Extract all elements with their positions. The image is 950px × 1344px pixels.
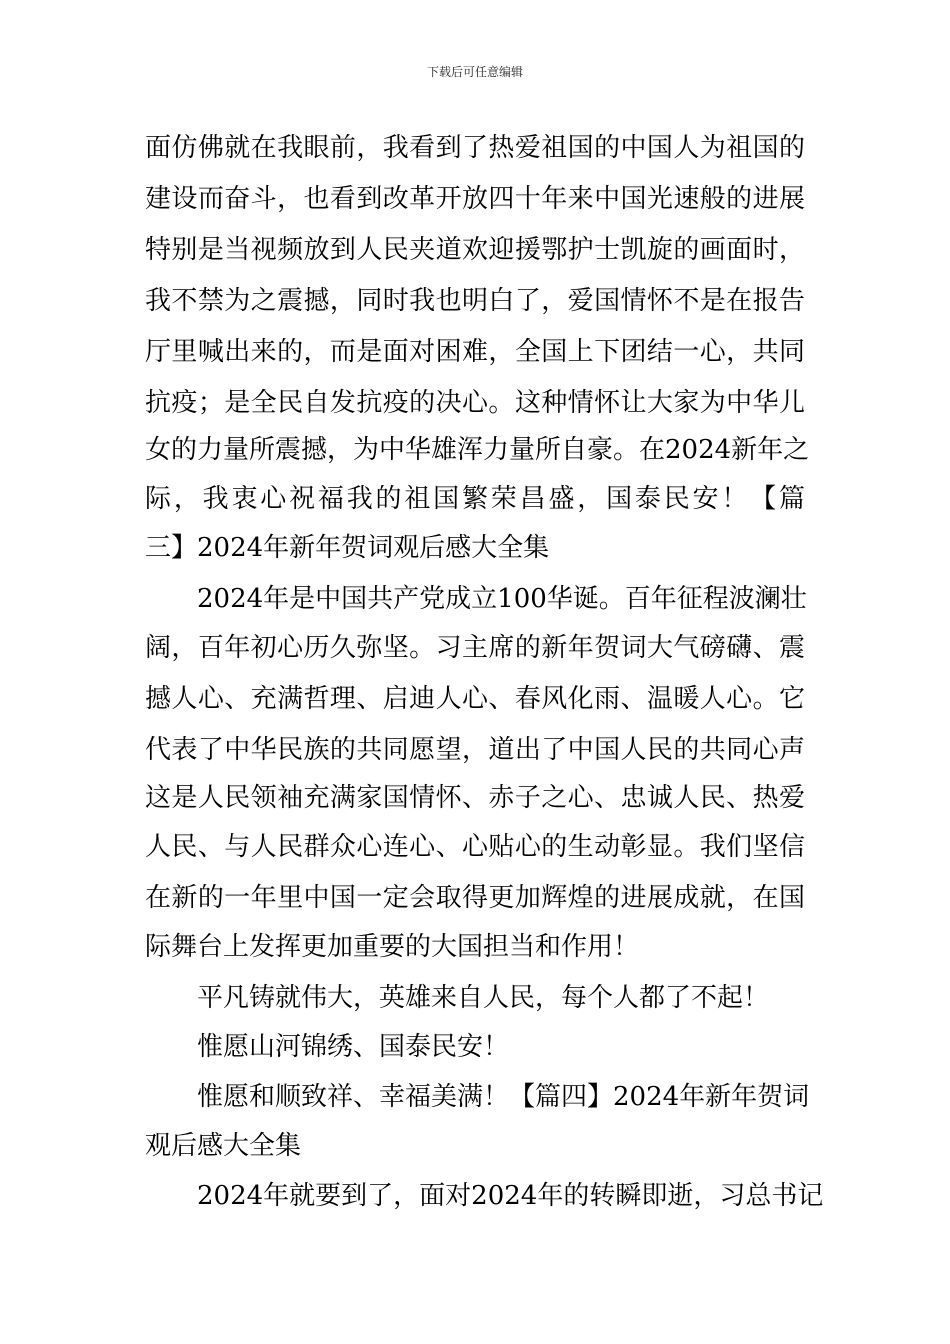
text-line: 在新的一年里中国一定会取得更加辉煌的进展成就，在国 — [145, 883, 805, 913]
page-header: 下载后可任意编辑 — [426, 65, 523, 79]
text-line: 际，我衷心祝福我的祖国繁荣昌盛，国泰民安！【篇 — [145, 484, 805, 514]
text-line: 际舞台上发挥更加重要的大国担当和作用！ — [145, 932, 640, 962]
paragraph-line: 平凡铸就伟大，英雄来自人民，每个人都了不起！ — [197, 983, 770, 1013]
text-line: 面仿佛就在我眼前，我看到了热爱祖国的中国人为祖国的 — [145, 133, 805, 163]
text-line: 厅里喊出来的，而是面对困难，全国上下团结一心，共同 — [145, 337, 805, 367]
paragraph-first-line: 惟愿和顺致祥、幸福美满！【篇四】2024年新年贺词 — [197, 1082, 810, 1112]
text-line: 三】2024年新年贺词观后感大全集 — [145, 533, 550, 563]
paragraph-first-line: 2024年就要到了，面对2024年的转瞬即逝，习总书记 — [197, 1181, 824, 1211]
text-line: 女的力量所震撼，为中华雄浑力量所自豪。在2024新年之 — [145, 435, 810, 465]
text-line: 这是人民领袖充满家国情怀、赤子之心、忠诚人民、热爱 — [145, 783, 805, 813]
text-line: 撼人心、充满哲理、启迪人心、春风化雨、温暖人心。它 — [145, 684, 805, 714]
text-line: 人民、与人民群众心连心、心贴心的生动彰显。我们坚信 — [145, 832, 805, 862]
text-line: 我不禁为之震撼，同时我也明白了，爱国情怀不是在报告 — [145, 286, 805, 316]
paragraph-first-line: 2024年是中国共产党成立100华诞。百年征程波澜壮 — [197, 584, 807, 614]
text-line: 特别是当视频放到人民夹道欢迎援鄂护士凯旋的画面时， — [145, 235, 805, 265]
paragraph-line: 惟愿山河锦绣、国泰民安！ — [197, 1032, 510, 1062]
text-line: 抗疫；是全民自发抗疫的决心。这种情怀让大家为中华儿 — [145, 388, 805, 418]
text-line: 观后感大全集 — [145, 1131, 302, 1161]
text-line: 阔，百年初心历久弥坚。习主席的新年贺词大气磅礴、震 — [145, 633, 805, 663]
text-line: 代表了中华民族的共同愿望，道出了中国人民的共同心声 — [145, 735, 805, 765]
text-line: 建设而奋斗，也看到改革开放四十年来中国光速般的进展 — [145, 184, 805, 214]
